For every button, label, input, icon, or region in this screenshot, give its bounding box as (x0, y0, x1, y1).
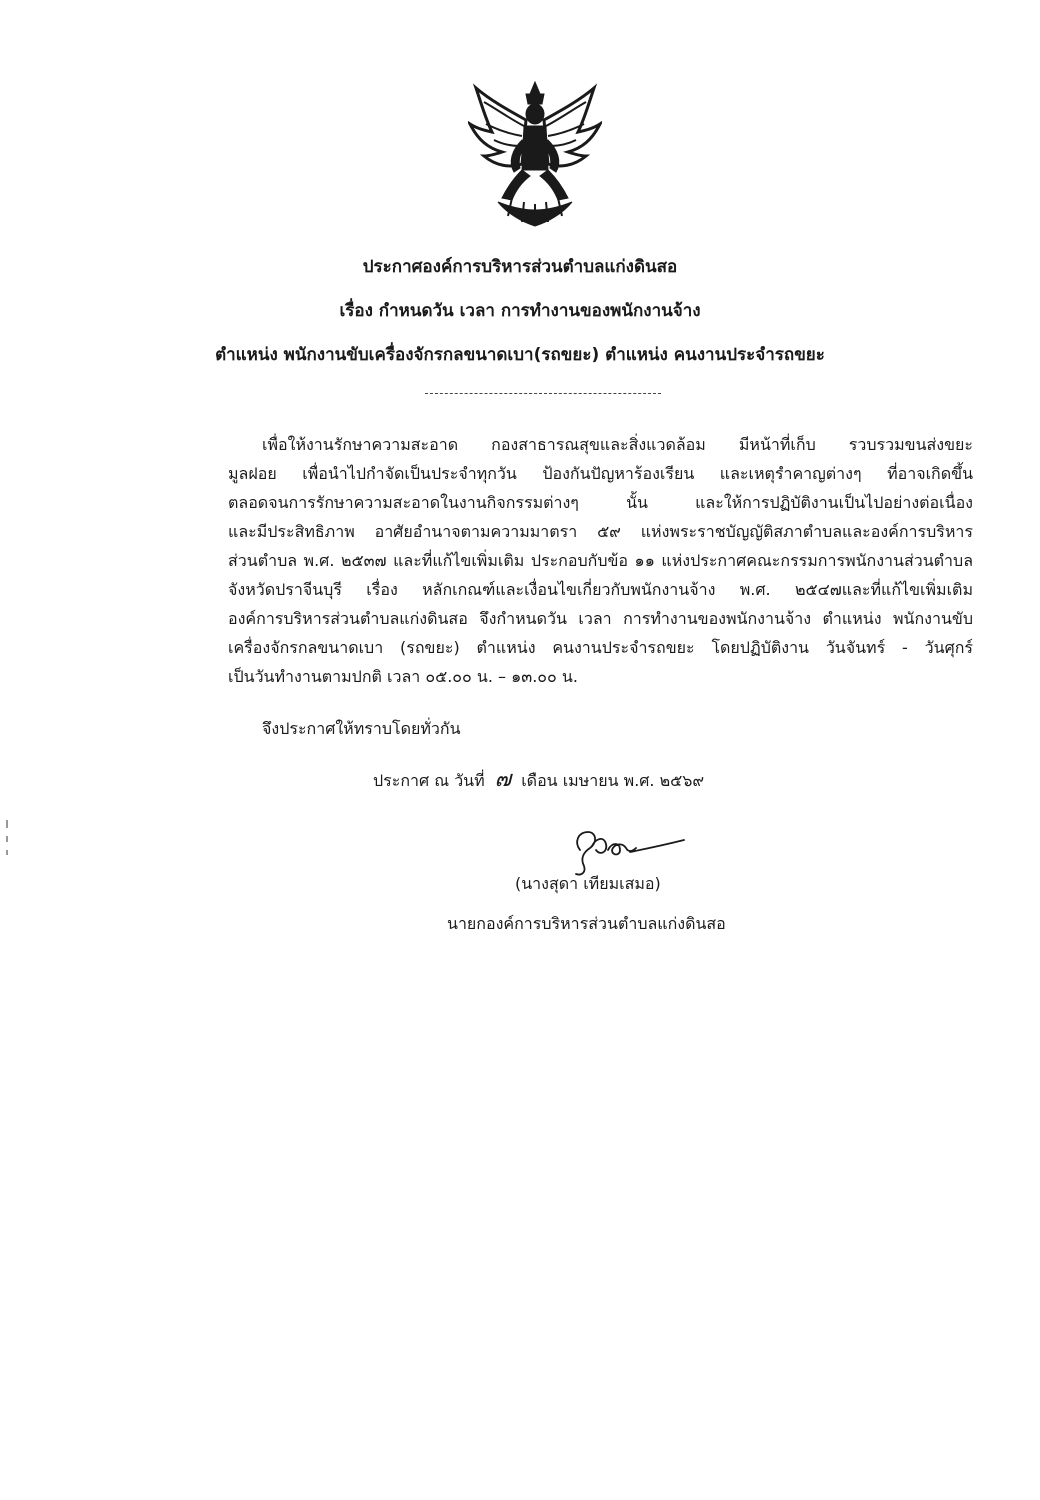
closing-statement: จึงประกาศให้ทราบโดยทั่วกัน (262, 719, 461, 738)
signer-title: นายกองค์การบริหารส่วนตำบลแก่งดินสอ (447, 914, 726, 933)
date-day: ๗ (494, 767, 512, 792)
announcement-date (373, 761, 704, 796)
garuda-emblem-icon (468, 80, 602, 230)
scan-artifact (6, 836, 8, 842)
body-line: เพื่อให้งานรักษาความสะอาด กองสาธารณสุขและสิ่งแวดล้อม มีหน้าที่เก็บ รวบรวมขนส่งขยะ (262, 435, 973, 454)
date-suffix: เดือน เมษายน พ.ศ. ๒๕๖๙ (521, 771, 705, 790)
body-line: ตลอดจนการรักษาความสะอาดในงานกิจกรรมต่างๆ นั้น และให้การปฏิบัติงานเป็นไปอย่างต่อเนื่อง (228, 493, 973, 512)
body-line: และมีประสิทธิภาพ อาศัยอำนาจตามความมาตรา ๕๙ แห่งพระราชบัญญัติสภาตำบลและองค์การบริหาร (228, 522, 973, 541)
announcement-issuer: ประกาศองค์การบริหารส่วนตำบลแก่งดินสอ (362, 257, 678, 277)
announcement-positions: ตำแหน่ง พนักงานขับเครื่องจักรกลขนาดเบา(รถขยะ) ตำแหน่ง คนงานประจำรถขยะ (215, 345, 825, 365)
body-line: องค์การบริหารส่วนตำบลแก่งดินสอ จึงกำหนดวัน เวลา การทำงานของพนักงานจ้าง ตำแหน่ง พนักงานขับ (228, 609, 973, 628)
body-line: เครื่องจักรกลขนาดเบา (รถขยะ) ตำแหน่ง คนงานประจำรถขยะ โดยปฏิบัติงาน วันจันทร์ - วันศุกร์ (228, 638, 973, 657)
signer-name: (นางสุดา เทียมเสมอ) (515, 874, 661, 893)
announcement-body (228, 430, 973, 691)
body-line: เป็นวันทำงานตามปกติ เวลา ๐๕.๐๐ น. – ๑๓.๐๐ น. (228, 667, 578, 686)
body-line: มูลฝอย เพื่อนำไปกำจัดเป็นประจำทุกวัน ป้องกันปัญหาร้องเรียน และเหตุรำคาญต่างๆ ที่อาจเกิดขึ้น (228, 464, 973, 483)
heading-divider (425, 393, 661, 394)
body-line: ส่วนตำบล พ.ศ. ๒๕๓๗ และที่แก้ไขเพิ่มเติม ประกอบกับข้อ ๑๑ แห่งประกาศคณะกรรมการพนักงานส่วนตำบล (228, 551, 973, 570)
handwritten-signature (560, 820, 690, 880)
scan-artifact (6, 820, 8, 828)
body-line: จังหวัดปราจีนบุรี เรื่อง หลักเกณฑ์และเงื่อนไขเกี่ยวกับพนักงานจ้าง พ.ศ. ๒๕๔๗และที่แก้ไขเพิ่มเติม (228, 580, 973, 599)
scan-artifact (6, 850, 8, 855)
announcement-subject: เรื่อง กำหนดวัน เวลา การทำงานของพนักงานจ้าง (339, 301, 701, 321)
date-prefix: ประกาศ ณ วันที่ (373, 771, 485, 790)
